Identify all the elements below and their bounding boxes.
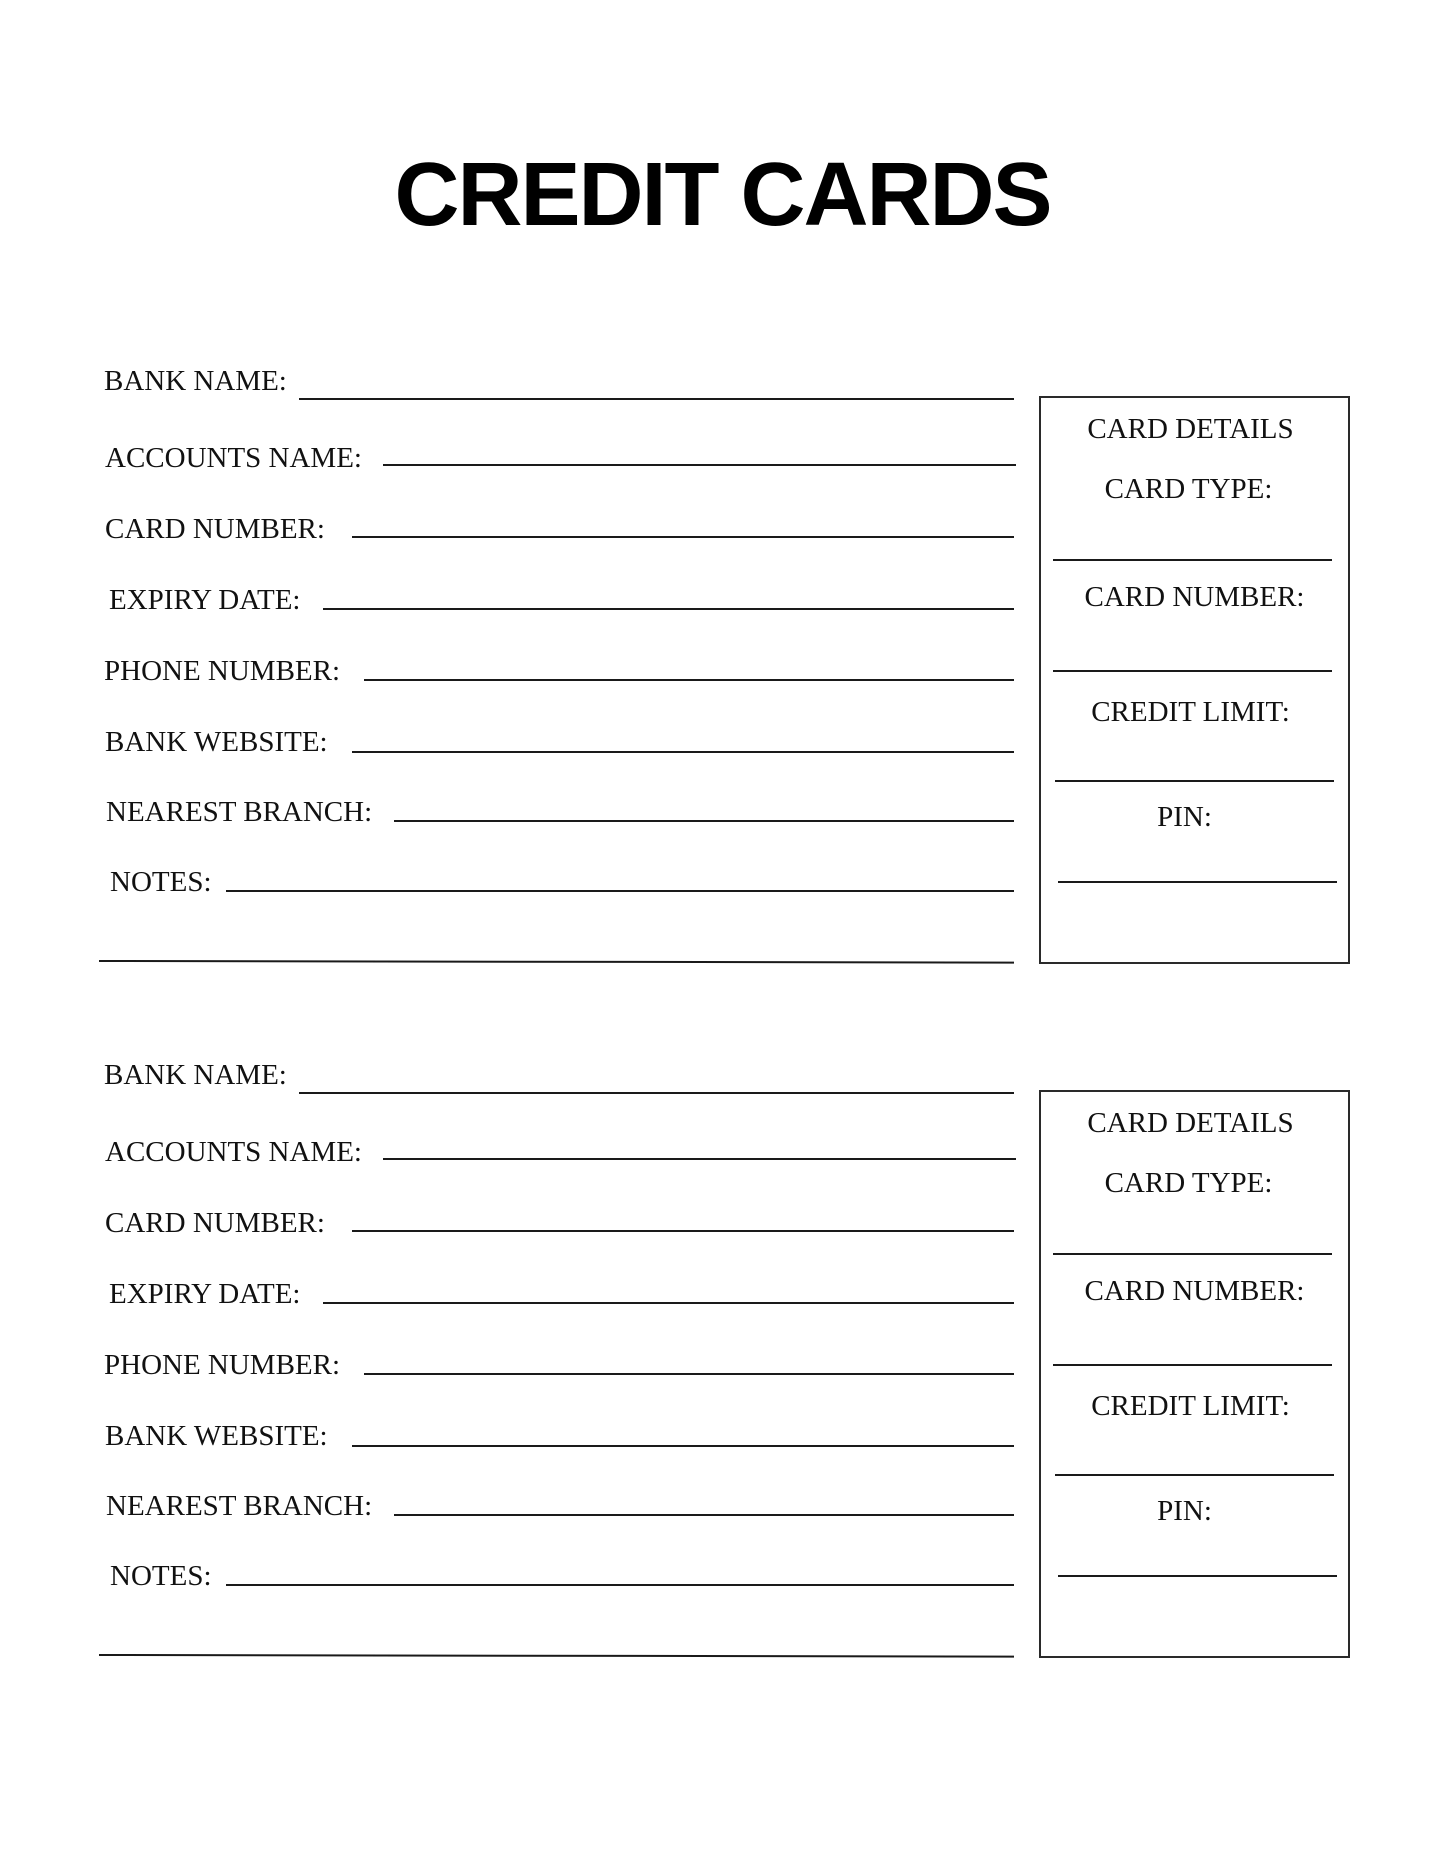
pin-label: PIN: bbox=[1157, 801, 1212, 833]
pin-line bbox=[1058, 1575, 1337, 1577]
nearest-branch-field[interactable] bbox=[394, 1482, 1022, 1514]
notes-line bbox=[226, 1584, 1014, 1586]
accounts-name-label: ACCOUNTS NAME: bbox=[105, 1136, 362, 1168]
bank-website-label: BANK WEBSITE: bbox=[105, 726, 328, 758]
page-title: CREDIT CARDS bbox=[394, 145, 1051, 245]
credit-card-entry-2 bbox=[0, 694, 1445, 1592]
bank-website-field[interactable] bbox=[352, 1413, 1022, 1445]
card-type-field[interactable] bbox=[1055, 526, 1333, 558]
box-card-number-line bbox=[1053, 1364, 1332, 1366]
box-card-number-field[interactable] bbox=[1055, 1331, 1333, 1363]
phone-number-line bbox=[364, 679, 1014, 681]
expiry-date-label: EXPIRY DATE: bbox=[109, 584, 301, 616]
accounts-name-field[interactable] bbox=[383, 432, 1024, 464]
bank-website-line bbox=[352, 1445, 1014, 1447]
card-number-line bbox=[352, 536, 1014, 538]
card-number-label: CARD NUMBER: bbox=[105, 513, 325, 545]
card-number-field[interactable] bbox=[352, 504, 1022, 536]
phone-number-label: PHONE NUMBER: bbox=[104, 655, 341, 687]
card-number-label: CARD NUMBER: bbox=[105, 1207, 325, 1239]
card-type-label: CARD TYPE: bbox=[1104, 473, 1273, 505]
phone-number-field[interactable] bbox=[364, 647, 1022, 679]
accounts-name-line bbox=[383, 1158, 1016, 1160]
card-number-field[interactable] bbox=[352, 1198, 1022, 1230]
accounts-name-label: ACCOUNTS NAME: bbox=[105, 442, 362, 474]
expiry-date-field[interactable] bbox=[323, 1270, 1022, 1302]
notes-extra-line bbox=[99, 1654, 1014, 1658]
card-details-heading: CARD DETAILS bbox=[1087, 413, 1294, 445]
credit-limit-label: CREDIT LIMIT: bbox=[1091, 696, 1290, 728]
box-card-number-label: CARD NUMBER: bbox=[1084, 1275, 1305, 1307]
nearest-branch-line bbox=[394, 1514, 1014, 1516]
credit-card-entry-1 bbox=[0, 0, 1445, 898]
expiry-date-label: EXPIRY DATE: bbox=[109, 1278, 301, 1310]
bank-name-field[interactable] bbox=[299, 1060, 1022, 1092]
notes-label: NOTES: bbox=[110, 1560, 212, 1592]
notes-field[interactable] bbox=[226, 1552, 1022, 1584]
notes-label: NOTES: bbox=[110, 866, 212, 898]
credit-limit-label: CREDIT LIMIT: bbox=[1091, 1390, 1290, 1422]
card-type-line bbox=[1053, 1253, 1332, 1255]
box-card-number-field[interactable] bbox=[1055, 637, 1333, 669]
card-type-line bbox=[1053, 559, 1332, 561]
expiry-date-field[interactable] bbox=[323, 576, 1022, 608]
phone-number-line bbox=[364, 1373, 1014, 1375]
card-details-heading: CARD DETAILS bbox=[1087, 1107, 1294, 1139]
card-type-field[interactable] bbox=[1055, 1220, 1333, 1252]
card-number-line bbox=[352, 1230, 1014, 1232]
box-card-number-line bbox=[1053, 670, 1332, 672]
expiry-date-line bbox=[323, 608, 1014, 610]
expiry-date-line bbox=[323, 1302, 1014, 1304]
nearest-branch-label: NEAREST BRANCH: bbox=[106, 796, 373, 828]
card-details-box bbox=[1039, 1090, 1350, 1658]
credit-limit-field[interactable] bbox=[1055, 1442, 1333, 1474]
accounts-name-line bbox=[383, 464, 1016, 466]
accounts-name-field[interactable] bbox=[383, 1126, 1024, 1158]
bank-website-label: BANK WEBSITE: bbox=[105, 1420, 328, 1452]
credit-limit-line bbox=[1055, 1474, 1334, 1476]
pin-label: PIN: bbox=[1157, 1495, 1212, 1527]
phone-number-field[interactable] bbox=[364, 1341, 1022, 1373]
bank-name-label: BANK NAME: bbox=[104, 365, 287, 397]
bank-name-line bbox=[299, 1092, 1014, 1094]
box-card-number-label: CARD NUMBER: bbox=[1084, 581, 1305, 613]
card-type-label: CARD TYPE: bbox=[1104, 1167, 1273, 1199]
nearest-branch-label: NEAREST BRANCH: bbox=[106, 1490, 373, 1522]
bank-name-label: BANK NAME: bbox=[104, 1059, 287, 1091]
pin-field[interactable] bbox=[1057, 1543, 1335, 1575]
phone-number-label: PHONE NUMBER: bbox=[104, 1349, 341, 1381]
bank-name-line bbox=[299, 398, 1014, 400]
bank-name-field[interactable] bbox=[299, 366, 1022, 398]
